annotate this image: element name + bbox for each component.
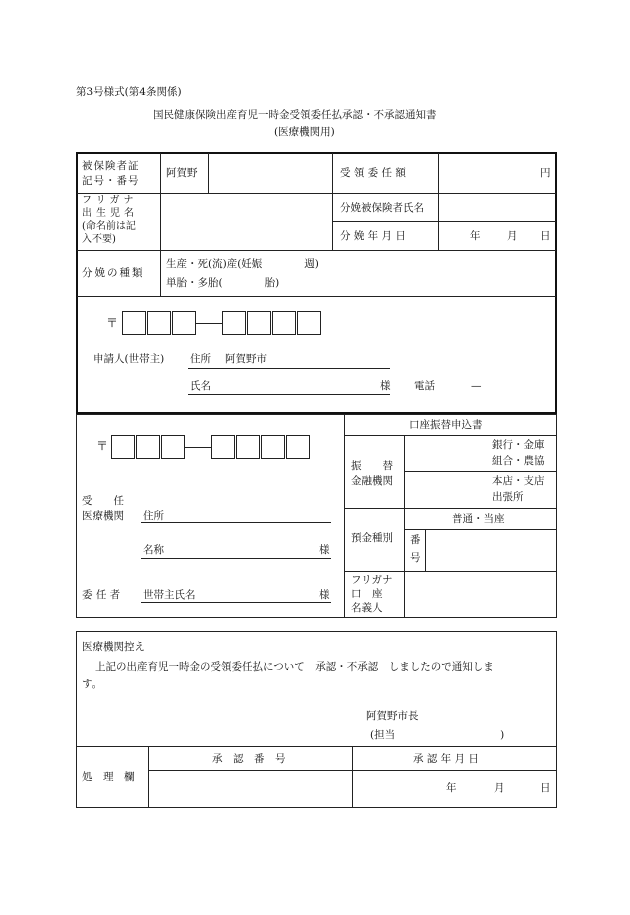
approval-number-field[interactable] xyxy=(149,771,351,806)
notice-text-2: す。 xyxy=(82,678,103,690)
postal-digit-2[interactable] xyxy=(286,435,310,459)
applicant-address-field[interactable] xyxy=(188,368,390,369)
phone-dash: — xyxy=(471,380,482,392)
insured-number-label: 記号・番号 xyxy=(82,175,140,187)
applicant-address-label: 住所 xyxy=(190,353,211,365)
applicant-address-value: 阿賀野市 xyxy=(225,353,267,365)
postal-digit[interactable] xyxy=(297,311,321,335)
account-holder-label-2: 名義人 xyxy=(351,602,383,614)
approval-day-label: 日 xyxy=(540,782,551,794)
bank-types-2: 組合・農協 xyxy=(492,455,545,467)
account-number-label-2: 号 xyxy=(410,552,421,564)
postal-digit-2[interactable] xyxy=(111,435,135,459)
account-furigana-label: フリガナ xyxy=(351,574,393,586)
delivery-day-label: 日 xyxy=(540,230,551,242)
delivery-year-label: 年 xyxy=(470,230,481,242)
postal-mark: 〒 xyxy=(106,316,119,330)
child-name-note-2: 入不要) xyxy=(82,234,116,245)
applicant-label: 申請人(世帯主) xyxy=(93,353,165,365)
medical-institution-label: 医療機関 xyxy=(82,510,124,522)
applicant-name-field[interactable] xyxy=(188,394,390,395)
form-number: 第3号様式(第4条関係) xyxy=(76,86,182,98)
account-number-field[interactable] xyxy=(426,530,555,570)
householder-name-label: 世帯主氏名 xyxy=(143,589,196,601)
institution-name-field[interactable] xyxy=(141,558,331,559)
document-title: 国民健康保険出産育児一時金受領委任払承認・不承認通知書 xyxy=(153,109,437,121)
postal-digit[interactable] xyxy=(272,311,296,335)
transfer-bank-label-2: 金融機関 xyxy=(351,475,393,487)
postal-digit-2[interactable] xyxy=(236,435,260,459)
transfer-bank-label: 振 替 xyxy=(351,460,393,472)
notice-text: 上記の出産育児一時金の受領委任払について 承認・不承認 しましたので通知しま xyxy=(95,661,494,673)
postal-digit-2[interactable] xyxy=(136,435,160,459)
account-number-label: 番 xyxy=(410,534,421,546)
approval-date-label: 承 認 年 月 日 xyxy=(413,753,479,765)
postal-mark-2: 〒 xyxy=(96,439,109,453)
delivery-month-label: 月 xyxy=(507,230,518,242)
delivery-type-label: 分娩の種類 xyxy=(82,267,145,279)
delivery-insured-label: 分娩被保険者氏名 xyxy=(340,202,424,214)
approval-month-label: 月 xyxy=(494,782,505,794)
medical-copy-label: 医療機関控え xyxy=(82,641,145,653)
institution-address-field[interactable] xyxy=(141,522,331,523)
delivery-insured-field[interactable] xyxy=(439,194,555,220)
postal-digit[interactable] xyxy=(172,311,196,335)
insured-number-value: 阿賀野 xyxy=(166,167,198,179)
processing-label: 処 理 欄 xyxy=(82,771,135,783)
child-name-field[interactable] xyxy=(161,194,331,249)
postal-digit-2[interactable] xyxy=(161,435,185,459)
branch-types: 本店・支店 xyxy=(492,475,545,487)
furigana-label: フリガナ xyxy=(82,195,138,206)
postal-digit-2[interactable] xyxy=(261,435,285,459)
delegator-label: 委 任 者 xyxy=(82,589,121,601)
branch-types-2: 出張所 xyxy=(492,491,524,503)
insured-number-field[interactable] xyxy=(209,154,331,192)
yen-unit: 円 xyxy=(540,167,551,179)
entrusted-amount-label: 受 領 委 任 額 xyxy=(340,167,406,179)
postal-digit-2[interactable] xyxy=(211,435,235,459)
child-name-label: 出生児名 xyxy=(82,208,138,219)
deposit-types[interactable]: 普通・当座 xyxy=(452,513,505,525)
applicant-sama: 様 xyxy=(380,380,391,392)
institution-address-label: 住所 xyxy=(143,510,164,522)
institution-name-label: 名称 xyxy=(143,544,164,556)
delivery-date-label: 分 娩 年 月 日 xyxy=(340,230,406,242)
postal-digit[interactable] xyxy=(147,311,171,335)
delivery-type-count: 単胎・多胎( 胎) xyxy=(166,277,280,289)
approval-number-label: 承 認 番 号 xyxy=(212,753,286,765)
bank-types: 銀行・金庫 xyxy=(492,439,545,451)
mayor-label: 阿賀野市長 xyxy=(366,710,419,722)
postal-digit[interactable] xyxy=(122,311,146,335)
account-transfer-header: 口座振替申込書 xyxy=(409,419,483,431)
phone-label: 電話 xyxy=(414,380,435,392)
householder-name-field[interactable] xyxy=(141,602,331,603)
delivery-type-birth: 生産・死(流)産(妊娠 週) xyxy=(166,258,319,270)
institution-sama: 様 xyxy=(319,544,330,556)
householder-sama: 様 xyxy=(319,589,330,601)
deposit-type-label: 預金種別 xyxy=(351,532,393,544)
receiver-label: 受 任 xyxy=(82,495,124,507)
postal-digit[interactable] xyxy=(247,311,271,335)
document-subtitle: (医療機関用) xyxy=(274,126,335,138)
account-holder-label: 口 座 xyxy=(351,588,383,600)
contact-person: (担当 ) xyxy=(370,729,505,741)
insured-card-label: 被保険者証 xyxy=(82,160,140,172)
account-holder-field[interactable] xyxy=(405,572,555,617)
approval-year-label: 年 xyxy=(446,782,457,794)
child-name-note: (命名前は記 xyxy=(82,221,136,232)
postal-digit[interactable] xyxy=(222,311,246,335)
applicant-name-label: 氏名 xyxy=(190,380,211,392)
entrusted-amount-field[interactable] xyxy=(439,154,555,192)
